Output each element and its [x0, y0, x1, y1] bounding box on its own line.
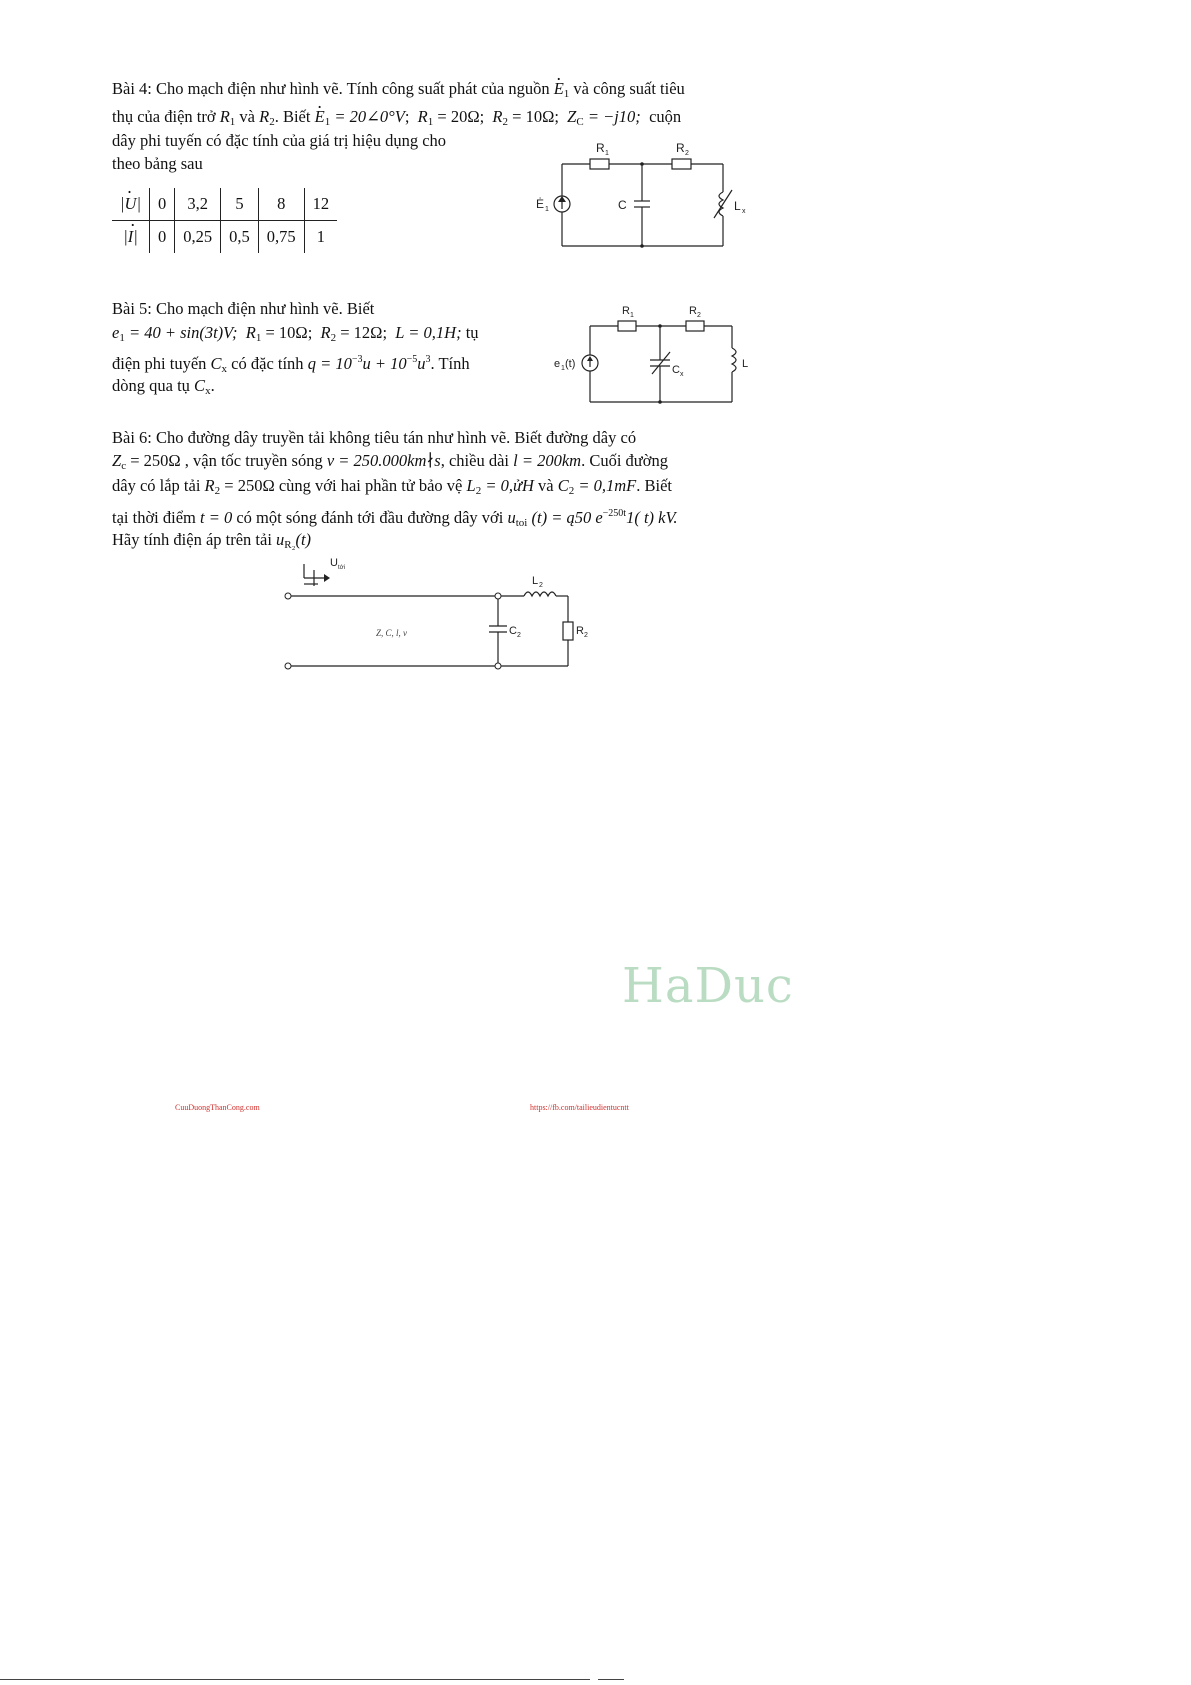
svg-text:(t): (t)	[565, 358, 576, 370]
label-e1: e	[554, 358, 561, 370]
svg-text:1: 1	[605, 150, 609, 157]
label-lx: L	[734, 199, 741, 213]
u-cell: 8	[258, 188, 304, 221]
svg-text:2: 2	[697, 312, 701, 319]
label-line-params: Z, C, l, v	[376, 628, 408, 638]
svg-text:1: 1	[630, 312, 634, 319]
label-c2: C	[509, 625, 517, 637]
bai6-line5: Hãy tính điện áp trên tải $u_{R_2}(t)$	[112, 530, 312, 551]
svg-text:1: 1	[545, 206, 549, 213]
u-cell: 5	[221, 188, 259, 221]
svg-text:1: 1	[561, 365, 565, 372]
svg-text:x: x	[742, 208, 746, 215]
circuit-bai6	[278, 556, 598, 678]
u-label: |· U|	[112, 188, 150, 221]
svg-text:tới: tới	[338, 565, 345, 571]
bai4-line1: Bài 4: Cho mạch điện như hình vẽ. Tính công suất phát của nguồn · $E_1$ và công suất tiêu	[112, 76, 685, 107]
label-l2: L	[532, 575, 539, 587]
i-cell: 1	[304, 221, 337, 254]
i-cell: 0	[150, 221, 175, 254]
svg-text:x: x	[680, 371, 684, 378]
label-r2: R	[576, 625, 584, 637]
bai6-line1: Bài 6: Cho đường dây truyền tải không tiêu tán như hình vẽ. Biết đường dây có	[112, 428, 637, 447]
u-cell: 12	[304, 188, 337, 221]
i-cell: 0,75	[258, 221, 304, 254]
u-cell: 0	[150, 188, 175, 221]
u-row	[112, 188, 337, 221]
label-cx: C	[672, 364, 680, 376]
circuit-bai4	[528, 134, 758, 254]
bai6-line3: dây có lắp tải $R_2 = 250\Omega$ cùng với hai phần tử bảo vệ $L_2$ = 0,ửH và $C_2 = 0,1mF$. Biết	[112, 476, 672, 497]
label-r1: R	[596, 141, 605, 155]
bai5-line4: dòng qua tụ $C_x$.	[112, 376, 215, 397]
svg-text:2: 2	[584, 632, 588, 639]
svg-text:2: 2	[539, 582, 543, 589]
i-cell: 0,25	[175, 221, 221, 254]
u-cell: 3,2	[175, 188, 221, 221]
label-r1: R	[622, 305, 630, 317]
label-e1: Ė	[536, 197, 545, 211]
bai5-line3: điện phi tuyến $C_x$ có đặc tính $q = 10^{-3}u + 10^{-5}u^3$. Tính	[112, 354, 470, 375]
footer-left[interactable]: CuuDuongThanCong.com	[175, 1103, 260, 1112]
bai4-line2: thụ của điện trở $R_1$ và $R_2$. Biết · $E_1$ = 20∠0°V; $R_1 = 20\Omega$; $R_2 = 10\Omega$; $Z_C = -j10$; cuộn	[112, 104, 681, 135]
ui-characteristic-table	[112, 188, 337, 253]
bottom-divider	[0, 1679, 590, 1680]
circuit-bai5	[552, 300, 752, 410]
bai6-line2: $Z_c = 250\Omega$ , vận tốc truyền sóng v = 250.000km∤s, chiều dài l = 200km. Cuối đường	[112, 451, 668, 472]
label-c: C	[618, 198, 627, 212]
watermark: HaDuc	[622, 958, 794, 1014]
svg-text:2: 2	[517, 632, 521, 639]
bai5-line2: $e_1 = 40 + \sin(3t)V$; $R_1 = 10\Omega$; $R_2 = 12\Omega$; L = 0,1H; tụ	[112, 323, 479, 344]
label-r2: R	[689, 305, 697, 317]
footer-right[interactable]: https://fb.com/tailieudientucntt	[530, 1103, 629, 1112]
i-label: |· I|	[112, 221, 150, 254]
bai4-line4: theo bảng sau	[112, 154, 203, 173]
bai5-line1: Bài 5: Cho mạch điện như hình vẽ. Biết	[112, 299, 375, 318]
bai4-line3: dây phi tuyến có đặc tính của giá trị hiệu dụng cho	[112, 131, 447, 150]
bai6-line4: tại thời điểm t = 0 có một sóng đánh tới đầu đường dây với $u_{toi}$ (t) = ą50 $e^{-250t}1$( t) kV.	[112, 508, 678, 529]
svg-text:2: 2	[685, 150, 689, 157]
i-row	[112, 221, 337, 254]
label-r2: R	[676, 141, 685, 155]
bottom-divider-short	[598, 1679, 624, 1680]
label-u: U	[330, 557, 338, 569]
label-l: L	[742, 358, 749, 370]
i-cell: 0,5	[221, 221, 259, 254]
